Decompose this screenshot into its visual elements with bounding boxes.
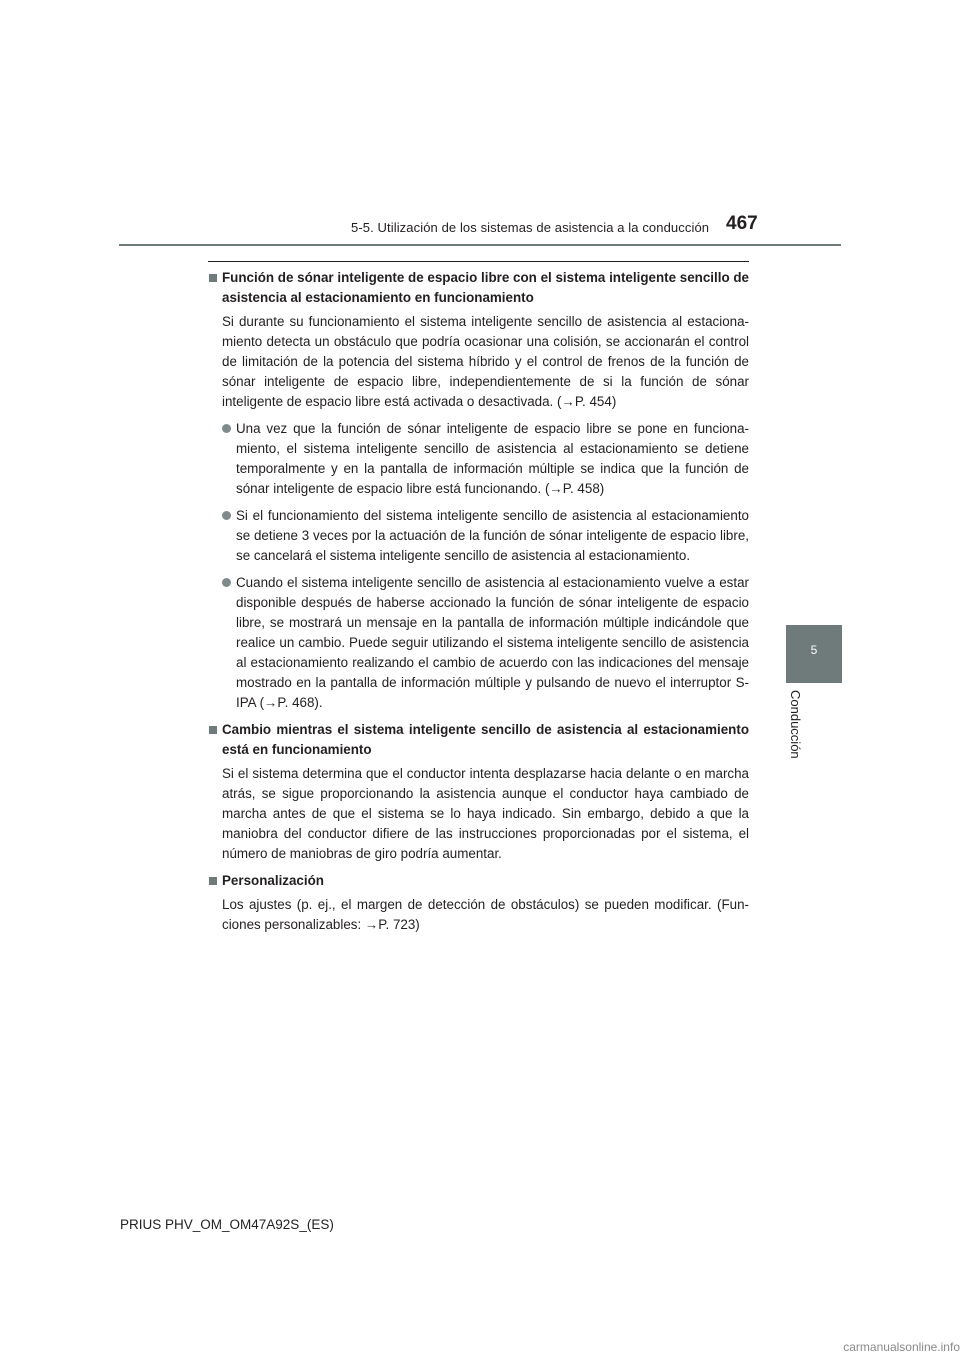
square-bullet-icon	[209, 274, 217, 282]
chapter-title: 5-5. Utilización de los sistemas de asistencia a la conducción	[351, 220, 710, 235]
list-item	[222, 573, 749, 713]
chapter-tab-number: 5	[810, 643, 818, 657]
chapter-tab[interactable]	[786, 625, 842, 683]
document-code: PRIUS PHV_OM_OM47A92S_(ES)	[120, 1217, 334, 1232]
section-sonar-function	[209, 268, 749, 713]
section-customization	[209, 871, 749, 935]
section-paragraph: Si durante su funcionamiento el sistema inteligente sencillo de asistencia al estacionamiento detecta un obstáculo que podría ocasionar una colisión, se accionarán el control de limitación de la potencia del sistema híbrido y el control de frenos de la función de sónar inteligente de espacio libre, independientemente de si la función de sónar inteligente de espacio libre está activada o desactivada. (→P. 454)	[222, 314, 749, 409]
round-bullet-icon	[222, 578, 231, 587]
section-heading	[209, 720, 749, 760]
list-item-text: Cuando el sistema inteligente sencillo de asistencia al estacionamiento vuelve a estar disponible después de haberse accionado la función de sónar inteligente de espacio libre, se mostrará un mensaje en la pantalla de información múltiple indicándole que realice un cambio. Puede seguir utilizando el sistema inteligente sencillo de asistencia al estacionamiento realizando el cambio de acuerdo con las indicaciones del mensaje mostrado en la pantalla de información múltiple y pulsando de nuevo el interruptor S-IPA (→P. 468).	[236, 575, 749, 710]
round-bullet-icon	[222, 511, 231, 520]
watermark: carmanualsonline.info	[843, 1340, 960, 1354]
square-bullet-icon	[209, 726, 217, 734]
chapter-side-label-text: Conducción	[788, 690, 803, 759]
list-item-text: Si el funcionamiento del sistema inteligente sencillo de asistencia al estacionamiento se detiene 3 veces por la actuación de la función de sónar inteligente de espacio libre, se cancelará el sistema inteligente sencillo de asistencia al estacionamiento.	[236, 508, 749, 563]
section-heading-text: Cambio mientras el sistema inteligente sencillo de asistencia al estacionamiento está en funcionamiento	[222, 722, 749, 757]
header-divider	[119, 244, 841, 246]
page-content	[209, 268, 749, 942]
content-divider	[208, 261, 749, 262]
section-heading	[209, 871, 749, 891]
square-bullet-icon	[209, 877, 217, 885]
section-heading-text: Función de sónar inteligente de espacio libre con el sistema inteligente sencillo de asistencia al estacionamiento en funcionamiento	[222, 270, 749, 305]
page-number: 467	[726, 213, 758, 234]
round-bullet-icon	[222, 424, 231, 433]
list-item-text: Una vez que la función de sónar inteligente de espacio libre se pone en funcionamiento, el sistema inteligente sencillo de asistencia al estacionamiento se detiene temporalmente y en la pantalla de información múltiple se indica que la función de sónar inteligente de espacio libre está funcionando. (→P. 458)	[236, 421, 749, 496]
section-heading	[209, 268, 749, 308]
section-paragraph: Los ajustes (p. ej., el margen de detección de obstáculos) se pueden modificar. (Funciones personalizables: →P. 723)	[222, 897, 749, 932]
section-paragraph: Si el sistema determina que el conductor intenta desplazarse hacia delante o en marcha atrás, se sigue proporcionando la asistencia aunque el conductor haya cambiado de marcha antes de que el sistema se lo haya indicado. Sin embargo, debido a que la maniobra del conductor difiere de las instrucciones proporcionadas por el sistema, el número de maniobras de giro podría aumentar.	[222, 766, 749, 861]
list-item	[222, 506, 749, 566]
chapter-side-label	[786, 690, 806, 770]
list-item	[222, 419, 749, 499]
section-heading-text: Personalización	[222, 873, 324, 888]
section-gear-change	[209, 720, 749, 864]
